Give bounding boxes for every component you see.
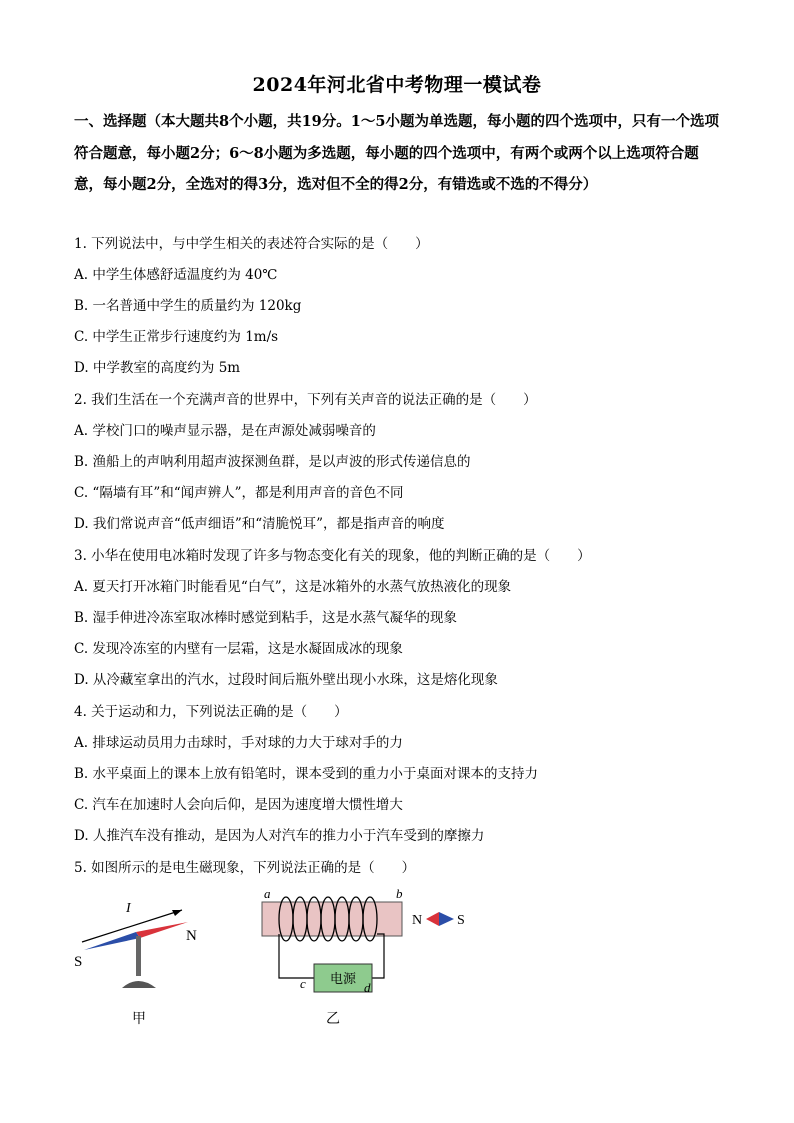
question-5-stem: 5. 如图所示的是电生磁现象，下列说法正确的是（ ） xyxy=(74,860,416,876)
figure-jia-caption: 甲 xyxy=(132,1011,146,1027)
question-2-option-c: C. “隔墙有耳”和“闻声辨人”，都是利用声音的音色不同 xyxy=(74,485,404,501)
figure-yi xyxy=(258,884,488,1004)
question-1-option-c: C. 中学生正常步行速度约为 1m/s xyxy=(74,329,279,345)
small-needle-s-label: S xyxy=(457,913,465,928)
question-2-option-b: B. 渔船上的声呐利用超声波探测鱼群，是以声波的形式传递信息的 xyxy=(74,454,471,470)
question-1-option-d: D. 中学教室的高度约为 5m xyxy=(74,360,241,376)
needle-pivot xyxy=(136,936,141,976)
question-4-option-c: C. 汽车在加速时人会向后仰，是因为速度增大惯性增大 xyxy=(74,797,403,813)
question-4-option-b: B. 水平桌面上的课本上放有铅笔时，课本受到的重力小于桌面对课本的支持力 xyxy=(74,766,539,782)
iron-core xyxy=(262,902,402,936)
question-4-option-d: D. 人推汽车没有推动，是因为人对汽车的推力小于汽车受到的摩擦力 xyxy=(74,828,485,844)
question-2-option-a: A. 学校门口的噪声显示器，是在声源处减弱噪音的 xyxy=(74,423,376,439)
question-3-option-d: D. 从冷藏室拿出的汽水，过段时间后瓶外壁出现小水珠，这是熔化现象 xyxy=(74,672,498,688)
question-1-option-b: B. 一名普通中学生的质量约为 120kg xyxy=(74,298,302,314)
question-3-option-a: A. 夏天打开冰箱门时能看见“白气”，这是冰箱外的水蒸气放热液化的现象 xyxy=(74,579,512,595)
question-2-option-d: D. 我们常说声音“低声细语”和“清脆悦耳”，都是指声音的响度 xyxy=(74,516,445,532)
question-4-option-a: A. 排球运动员用力击球时，手对球的力大于球对手的力 xyxy=(74,735,403,751)
small-needle-blue xyxy=(439,912,454,926)
south-label: S xyxy=(74,954,83,970)
label-b: b xyxy=(396,886,403,901)
label-a: a xyxy=(264,886,271,901)
needle-base xyxy=(122,981,156,988)
needle-red-half xyxy=(136,922,188,938)
lead-right xyxy=(372,934,384,978)
current-label: I xyxy=(126,901,131,916)
small-needle-red xyxy=(426,912,439,926)
question-3-stem: 3. 小华在使用电冰箱时发现了许多与物态变化有关的现象，他的判断正确的是（ ） xyxy=(74,548,591,564)
question-1-stem: 1. 下列说法中，与中学生相关的表述符合实际的是（ ） xyxy=(74,236,429,252)
current-arrow-icon xyxy=(172,910,182,916)
question-1-option-a: A. 中学生体感舒适温度约为 40℃ xyxy=(74,267,278,283)
page-title: 2024年河北省中考物理一模试卷 xyxy=(252,74,542,96)
section-heading: 一、选择题（本大题共8个小题，共19分。1～5小题为单选题，每小题的四个选项中，只有一个选项符合题意，每小题2分；6～8小题为多选题，每小题的四个选项中，有两个或两个以上选项符合题意，每小题2分，全选对的得3分，选对但不全的得2分，有错选或不选的不得分） xyxy=(74,113,719,193)
power-label: 电源 xyxy=(329,972,357,987)
question-3-option-c: C. 发现冷冻室的内壁有一层霜，这是水凝固成冰的现象 xyxy=(74,641,403,657)
figure-yi-caption: 乙 xyxy=(326,1011,340,1027)
needle-blue-half xyxy=(84,932,140,950)
label-d: d xyxy=(364,980,371,995)
question-2-stem: 2. 我们生活在一个充满声音的世界中，下列有关声音的说法正确的是（ ） xyxy=(74,392,537,408)
question-4-stem: 4. 关于运动和力，下列说法正确的是（ ） xyxy=(74,704,348,720)
north-label: N xyxy=(186,928,197,944)
small-needle-n-label: N xyxy=(412,913,423,928)
question-3-option-b: B. 湿手伸进冷冻室取冰棒时感觉到粘手，这是水蒸气凝华的现象 xyxy=(74,610,458,626)
label-c: c xyxy=(300,976,306,991)
